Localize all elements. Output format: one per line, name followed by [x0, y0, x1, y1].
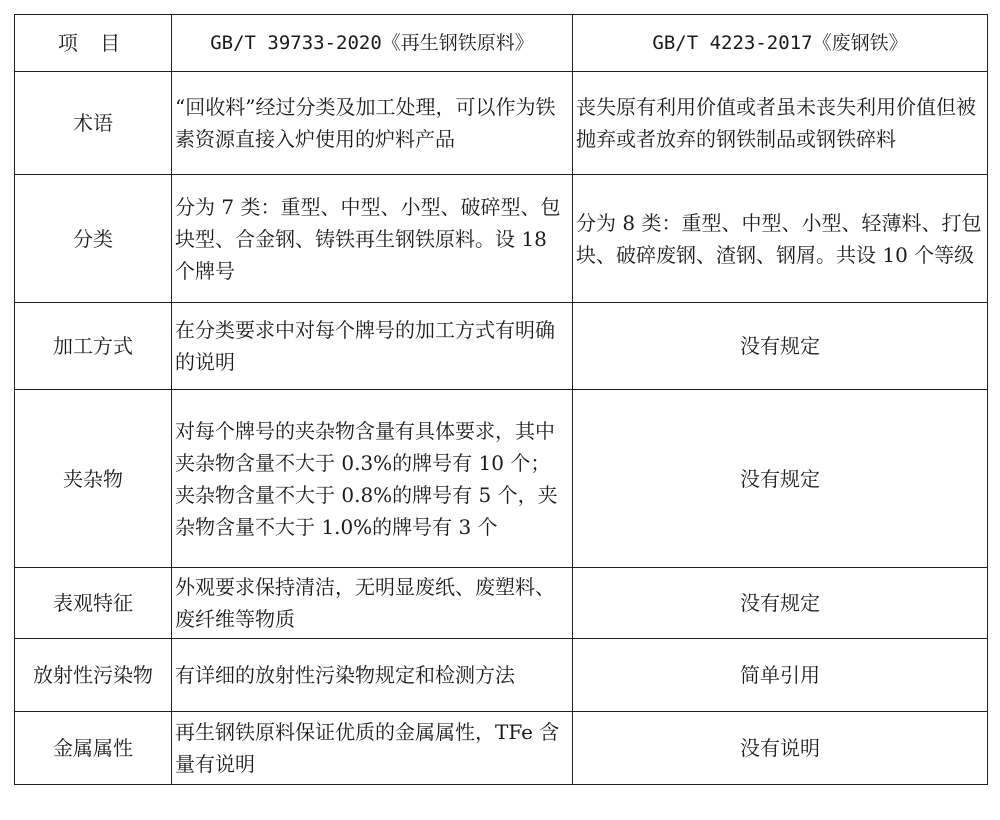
row-label: 分类 — [15, 175, 172, 303]
cell-standard-2: 分为 8 类：重型、中型、小型、轻薄料、打包块、破碎废钢、渣钢、钢屑。共设 10 个等级 — [573, 175, 988, 303]
row-label: 表观特征 — [15, 568, 172, 639]
header-item: 项 目 — [15, 15, 172, 72]
cell-standard-1: 外观要求保持清洁，无明显废纸、废塑料、废纤维等物质 — [172, 568, 573, 639]
table-row — [15, 175, 988, 303]
cell-standard-2: 简单引用 — [573, 639, 988, 712]
row-label: 夹杂物 — [15, 390, 172, 568]
cell-standard-2: 没有说明 — [573, 712, 988, 785]
cell-standard-1: 对每个牌号的夹杂物含量有具体要求，其中夹杂物含量不大于 0.3%的牌号有 10 个；夹杂物含量不大于 0.8%的牌号有 5 个，夹杂物含量不大于 1.0%的牌号有 3 个 — [172, 390, 573, 568]
table-row — [15, 72, 988, 175]
cell-standard-2: 没有规定 — [573, 390, 988, 568]
row-label: 术语 — [15, 72, 172, 175]
cell-standard-2: 没有规定 — [573, 568, 988, 639]
row-label: 放射性污染物 — [15, 639, 172, 712]
header-standard-1: GB/T 39733-2020《再生钢铁原料》 — [172, 15, 573, 72]
row-label: 金属属性 — [15, 712, 172, 785]
cell-standard-1: 有详细的放射性污染物规定和检测方法 — [172, 639, 573, 712]
table-row — [15, 390, 988, 568]
table-row — [15, 712, 988, 785]
cell-standard-2: 没有规定 — [573, 303, 988, 390]
table-row — [15, 303, 988, 390]
cell-standard-1: 分为 7 类：重型、中型、小型、破碎型、包块型、合金钢、铸铁再生钢铁原料。设 18 个牌号 — [172, 175, 573, 303]
table-header-row — [15, 15, 988, 72]
table-row — [15, 639, 988, 712]
header-standard-2: GB/T 4223-2017《废钢铁》 — [573, 15, 988, 72]
cell-standard-1: “回收料”经过分类及加工处理，可以作为铁素资源直接入炉使用的炉料产品 — [172, 72, 573, 175]
cell-standard-1: 在分类要求中对每个牌号的加工方式有明确的说明 — [172, 303, 573, 390]
table-row — [15, 568, 988, 639]
row-label: 加工方式 — [15, 303, 172, 390]
cell-standard-1: 再生钢铁原料保证优质的金属属性，TFe 含量有说明 — [172, 712, 573, 785]
cell-standard-2: 丧失原有利用价值或者虽未丧失利用价值但被抛弃或者放弃的钢铁制品或钢铁碎料 — [573, 72, 988, 175]
comparison-table — [14, 14, 988, 785]
